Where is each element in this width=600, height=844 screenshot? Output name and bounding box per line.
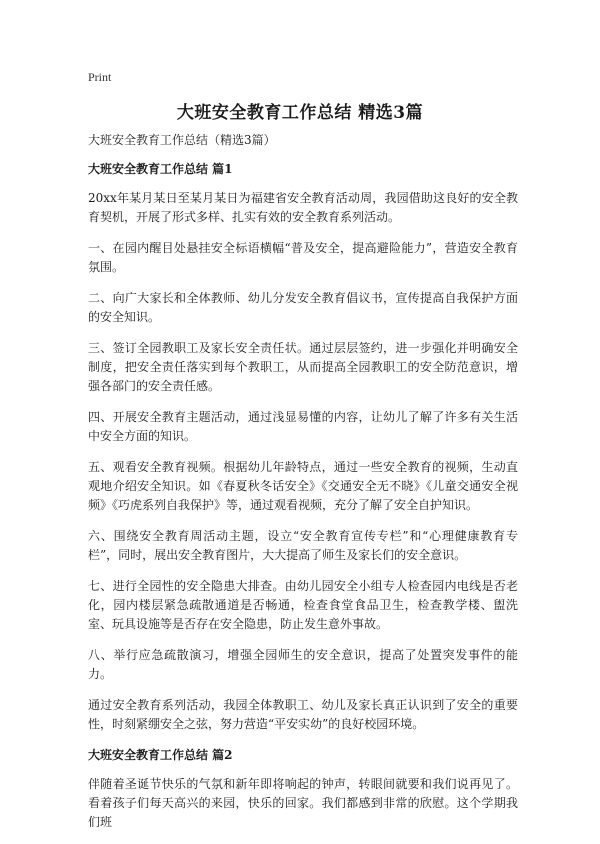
paragraph: 八、举行应急疏散演习，增强全园师生的安全意识，提高了处置突发事件的能力。 <box>88 648 518 681</box>
section-heading: 大班安全教育工作总结 篇1 <box>88 162 233 176</box>
print-label: Print <box>88 70 112 84</box>
document-body <box>88 131 518 844</box>
paragraph: 三、签订全园教职工及家长安全责任状。通过层层签约，进一步强化并明确安全制度，把安全责任落实到每个教职工，从而提高全园教职工的安全防范意识，增强各部门的安全责任感。 <box>88 341 518 393</box>
paragraph: 四、开展安全教育主题活动，通过浅显易懂的内容，让幼儿了解了许多有关生活中安全方面的知识。 <box>88 410 518 443</box>
document-title: 大班安全教育工作总结 精选3篇 <box>176 103 424 123</box>
section-heading: 大班安全教育工作总结 篇2 <box>88 748 233 762</box>
paragraph: 伴随着圣诞节快乐的气氛和新年即将响起的钟声，转眼间就要和我们说再见了。看着孩子们每天高兴的来园，快乐的回家。我们都感到非常的欣慰。这个学期我们班 <box>88 777 518 829</box>
paragraph: 六、围绕安全教育周活动主题，设立“安全教育宣传专栏”和“心理健康教育专栏”，同时，展出安全教育图片，大大提高了师生及家长们的安全意识。 <box>88 529 518 562</box>
paragraph: 通过安全教育系列活动，我园全体教职工、幼儿及家长真正认识到了安全的重要性，时刻紧绷安全之弦，努力营造“平安实幼”的良好校园环境。 <box>88 698 518 731</box>
paragraph: 二、向广大家长和全体教师、幼儿分发安全教育倡议书，宣传提高自我保护方面的安全知识。 <box>88 291 518 324</box>
document-subtitle: 大班安全教育工作总结（精选3篇） <box>88 133 276 147</box>
paragraph: 20xx年某月某日至某月某日为福建省安全教育活动周，我园借助这良好的安全教育契机，开展了形式多样、扎实有效的安全教育系列活动。 <box>88 191 518 224</box>
paragraph: 七、进行全园性的安全隐患大排查。由幼儿园安全小组专人检查园内电线是否老化，园内楼层紧急疏散通道是否畅通，检查食堂食品卫生，检查教学楼、盥洗室、玩具设施等是否存在安全隐患，防止发生意外事故。 <box>88 579 518 631</box>
paragraph: 一、在园内醒目处悬挂安全标语横幅“普及安全，提高避险能力”，营造安全教育氛围。 <box>88 241 518 274</box>
paragraph: 五、观看安全教育视频。根据幼儿年龄特点，通过一些安全教育的视频，生动直观地介绍安全知识。如《春夏秋冬话安全》《交通安全无不晓》《儿童交通安全视频》《巧虎系列自我保护》等，通过观看视频，充分了解了安全自护知识。 <box>88 460 518 512</box>
